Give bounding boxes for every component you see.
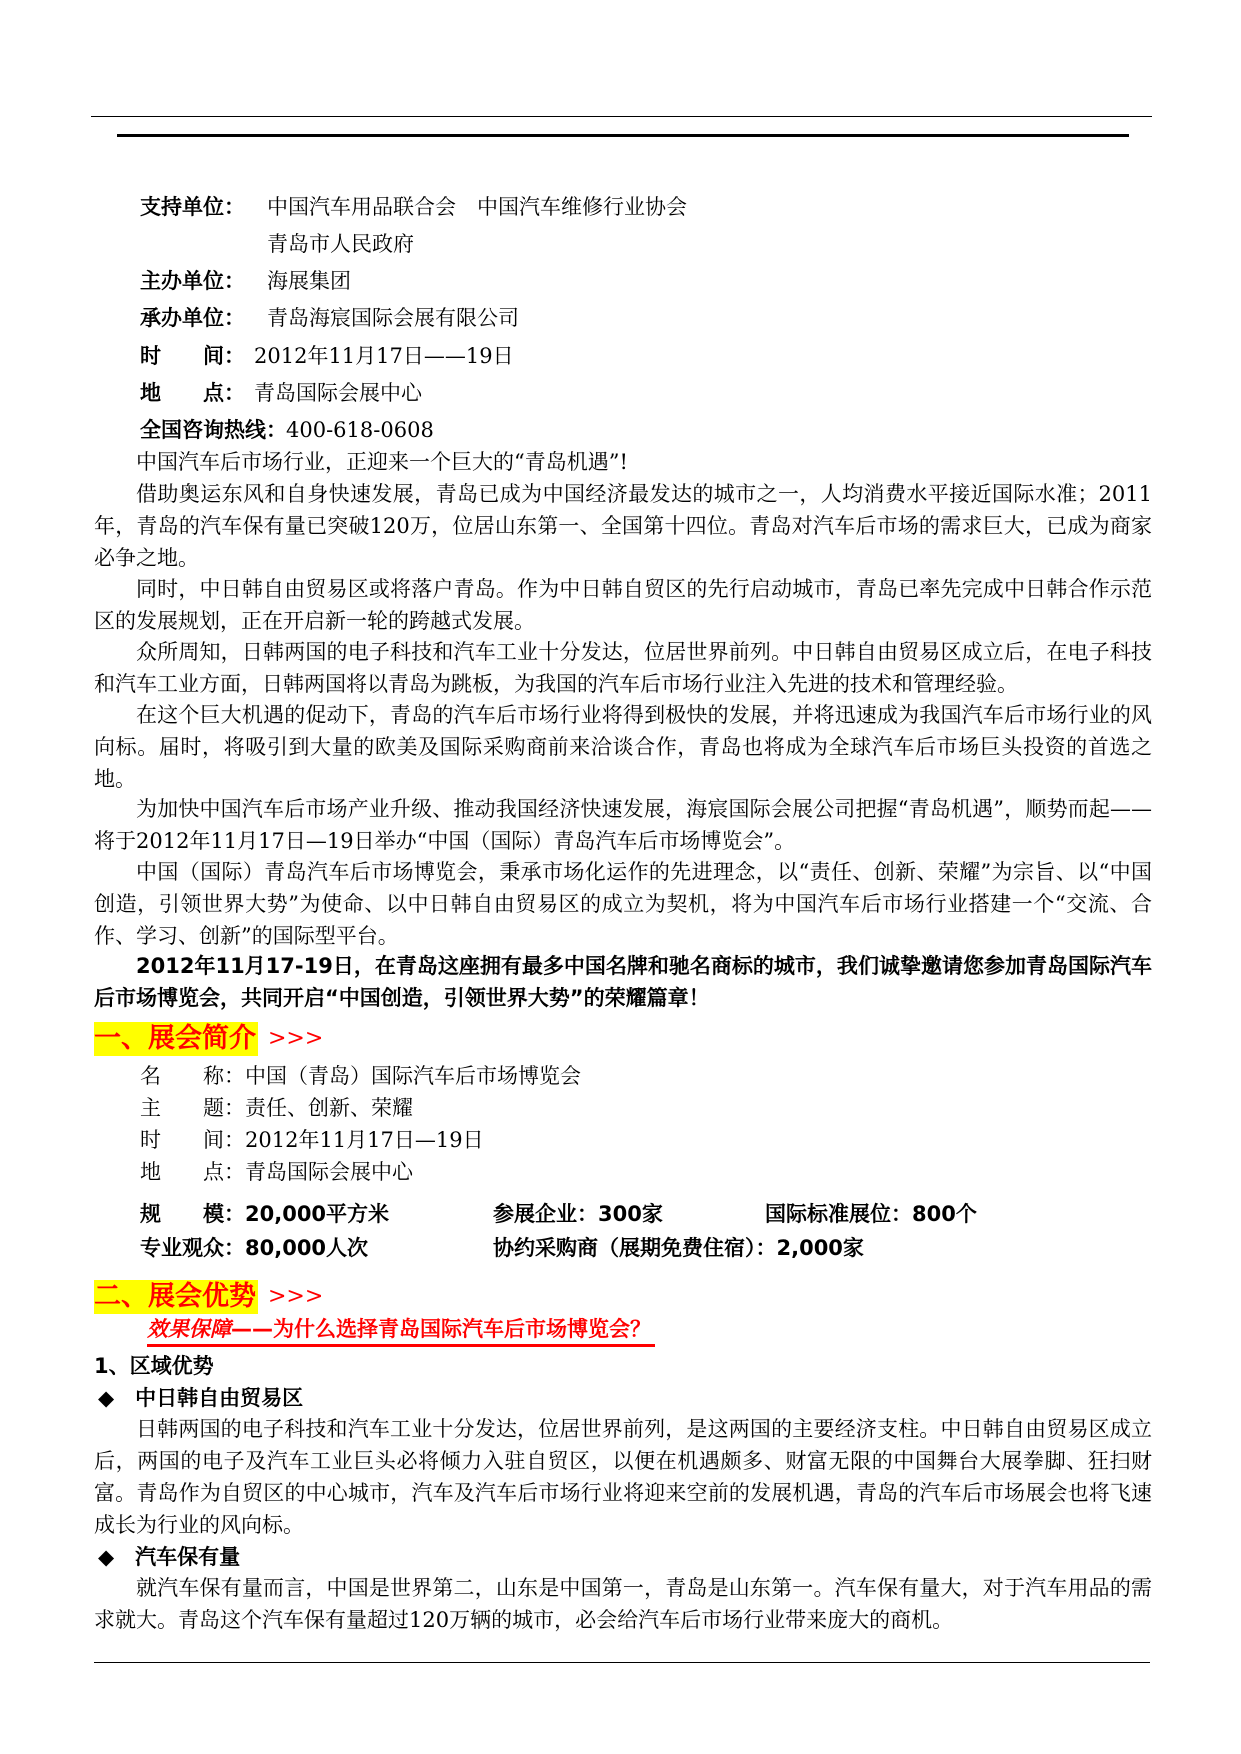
support-line1: 中国汽车用品联合会 中国汽车维修行业协会	[267, 195, 687, 219]
time-value: 2012年11月17日——19日	[254, 344, 514, 368]
section-1-heading	[94, 1022, 323, 1056]
host-label: 主办单位：	[140, 269, 245, 293]
expo-scale: 规 模：20,000平方米	[140, 1202, 390, 1226]
section-2-title: 二、展会优势	[94, 1281, 256, 1312]
intro-paragraph-5: 在这个巨大机遇的促动下，青岛的汽车后市场行业将得到极快的发展，并将迅速成为我国汽车后市场行业的风向标。届时，将吸引到大量的欧美及国际采购商前来洽谈合作，青岛也将成为全球汽车后市场巨头投资的首选之地。	[94, 703, 1152, 791]
bullet-car-ownership: ◆ 汽车保有量	[98, 1545, 241, 1569]
hotline-value: 400-618-0608	[286, 418, 434, 442]
organizer-label: 承办单位：	[140, 306, 245, 330]
intro-paragraph-1: 中国汽车后市场行业，正迎来一个巨大的“青岛机遇”!	[136, 450, 628, 474]
intro-paragraph-8: 2012年11月17-19日，在青岛这座拥有最多中国名牌和驰名商标的城市，我们诚挚邀请您参加青岛国际汽车后市场博览会，共同开启“中国创造，引领世界大势”的荣耀篇章！	[94, 954, 1152, 1010]
intro-paragraph-4: 众所周知，日韩两国的电子科技和汽车工业十分发达，位居世界前列。中日韩自由贸易区成立后，在电子科技和汽车工业方面，日韩两国将以青岛为跳板，为我国的汽车后市场行业注入先进的技术和管理经验。	[94, 640, 1152, 696]
section-2-subtitle	[147, 1314, 655, 1347]
organizer-value: 青岛海宸国际会展有限公司	[267, 306, 519, 330]
expo-booths: 国际标准展位：800个	[765, 1202, 977, 1226]
header-rule-thick	[117, 134, 1129, 137]
support-label: 支持单位：	[140, 195, 245, 219]
intro-paragraph-6: 为加快中国汽车后市场产业升级、推动我国经济快速发展，海宸国际会展公司把握“青岛机遇”，顺势而起——将于2012年11月17日—19日举办“中国（国际）青岛汽车后市场博览会”。	[94, 797, 1152, 853]
bullet-free-trade-zone: ◆ 中日韩自由贸易区	[98, 1386, 304, 1410]
expo-exhibitors: 参展企业：300家	[493, 1202, 663, 1226]
expo-place: 地 点：青岛国际会展中心	[140, 1160, 413, 1184]
expo-time: 时 间：2012年11月17日—19日	[140, 1128, 484, 1152]
expo-theme: 主 题：责任、创新、荣耀	[140, 1096, 413, 1120]
time-label: 时 间：	[140, 344, 245, 368]
place-value: 青岛国际会展中心	[254, 381, 422, 405]
support-line2: 青岛市人民政府	[267, 232, 414, 256]
intro-paragraph-3: 同时，中日韩自由贸易区或将落户青岛。作为中日韩自贸区的先行启动城市，青岛已率先完成中日韩合作示范区的发展规划，正在开启新一轮的跨越式发展。	[94, 577, 1152, 633]
intro-paragraph-2: 借助奥运东风和自身快速发展，青岛已成为中国经济最发达的城市之一，人均消费水平接近国际水准；2011年，青岛的汽车保有量已突破120万，位居山东第一、全国第十四位。青岛对汽车后市场的需求巨大，已成为商家必争之地。	[94, 482, 1152, 570]
section-2-arrows: >>>	[268, 1284, 324, 1309]
expo-visitors: 专业观众：80,000人次	[140, 1236, 369, 1260]
footer-rule	[94, 1662, 1150, 1663]
section-2-heading	[94, 1280, 323, 1314]
hotline-label: 全国咨询热线：	[140, 418, 287, 442]
car-ownership-paragraph: 就汽车保有量而言，中国是世界第二，山东是中国第一，青岛是山东第一。汽车保有量大，对于汽车用品的需求就大。青岛这个汽车保有量超过120万辆的城市，必会给汽车后市场行业带来庞大的商机。	[94, 1576, 1152, 1632]
place-label: 地 点：	[140, 381, 245, 405]
section-1-arrows: >>>	[268, 1026, 324, 1051]
header-rule-thin	[91, 116, 1152, 117]
subtitle-rest: ——为什么选择青岛国际汽车后市场博览会？	[231, 1317, 651, 1341]
subtitle-italic: 效果保障	[147, 1317, 231, 1341]
host-value: 海展集团	[267, 269, 351, 293]
expo-name: 名 称：中国（青岛）国际汽车后市场博览会	[140, 1064, 581, 1088]
region-advantage-heading: 1、区域优势	[94, 1354, 214, 1378]
expo-buyers: 协约采购商（展期免费住宿）：2,000家	[493, 1236, 864, 1260]
section-1-title: 一、展会简介	[94, 1023, 256, 1054]
intro-paragraph-7: 中国（国际）青岛汽车后市场博览会，秉承市场化运作的先进理念，以“责任、创新、荣耀”为宗旨、以“中国创造，引领世界大势”为使命、以中日韩自由贸易区的成立为契机，将为中国汽车后市场行业搭建一个“交流、合作、学习、创新”的国际型平台。	[94, 860, 1152, 948]
free-trade-zone-paragraph: 日韩两国的电子科技和汽车工业十分发达，位居世界前列，是这两国的主要经济支柱。中日韩自由贸易区成立后，两国的电子及汽车工业巨头必将倾力入驻自贸区，以便在机遇颇多、财富无限的中国舞台大展拳脚、狂扫财富。青岛作为自贸区的中心城市，汽车及汽车后市场行业将迎来空前的发展机遇，青岛的汽车后市场展会也将飞速成长为行业的风向标。	[94, 1417, 1152, 1537]
